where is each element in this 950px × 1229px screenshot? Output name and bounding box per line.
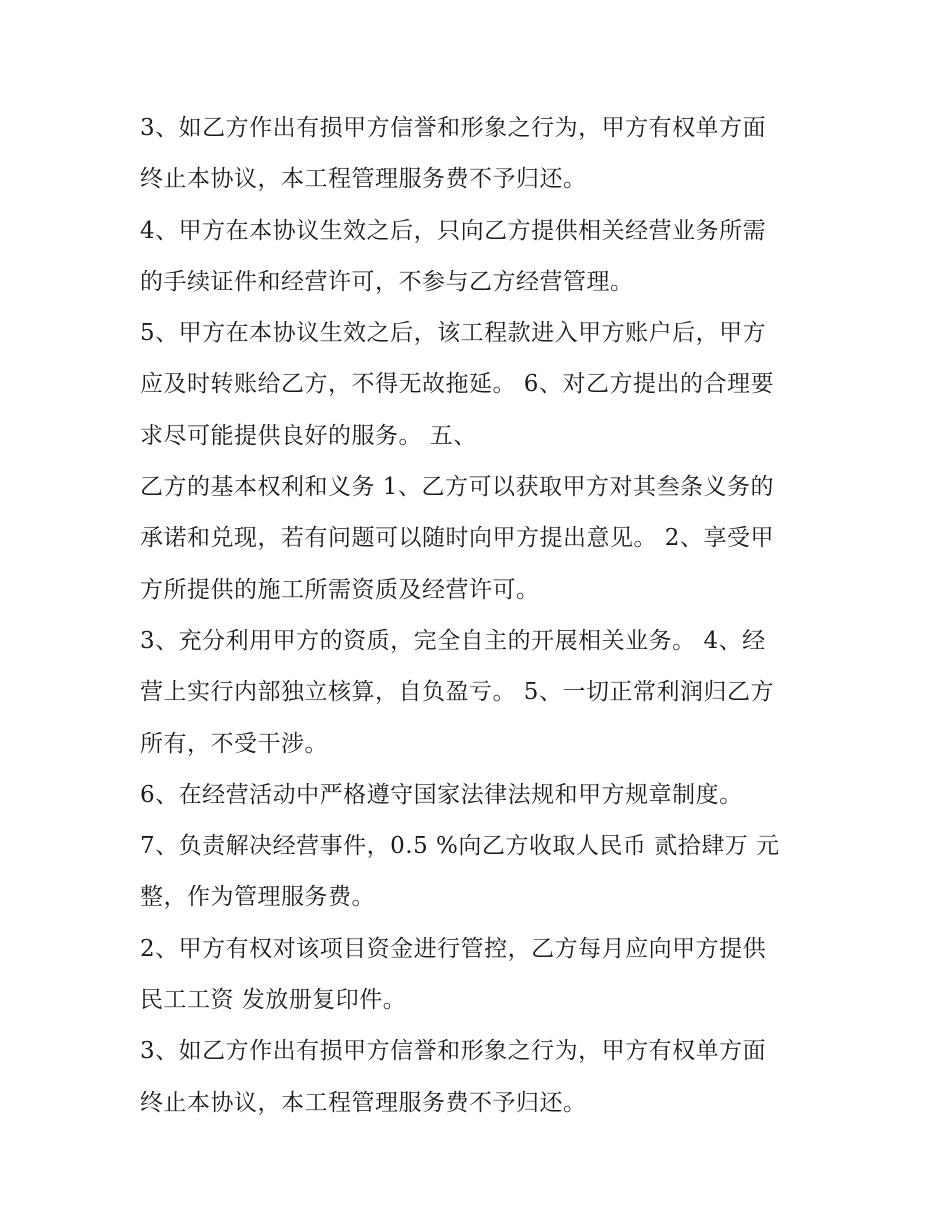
text-line: 求尽可能提供良好的服务。 五、 (140, 422, 477, 449)
text-line: 应及时转账给乙方，不得无故拖延。 6、对乙方提出的合理要 (140, 371, 774, 398)
text-line: 终止本协议，本工程管理服务费不予归还。 (140, 1089, 587, 1116)
text-line: 民工工资 发放册复印件。 (140, 987, 407, 1014)
text-line: 乙方的基本权利和义务 1、乙方可以获取甲方对其叁条义务的 (140, 474, 774, 501)
text-line: 的手续证件和经营许可，不参与乙方经营管理。 (140, 268, 634, 295)
text-line: 方所提供的施工所需资质及经营许可。 (140, 576, 540, 603)
text-line: 所有，不受干涉。 (140, 730, 328, 757)
text-line: 4、甲方在本协议生效之后，只向乙方提供相关经营业务所需 (140, 217, 767, 244)
text-line: 营上实行内部独立核算，自负盈亏。 5、一切正常利润归乙方 (140, 679, 774, 706)
text-line: 终止本协议，本工程管理服务费不予归还。 (140, 166, 587, 193)
text-line: 整，作为管理服务费。 (140, 884, 375, 911)
text-line: 6、在经营活动中严格遵守国家法律法规和甲方规章制度。 (140, 781, 743, 808)
text-line: 3、如乙方作出有损甲方信誉和形象之行为，甲方有权单方面 (140, 1038, 767, 1065)
document-body (140, 103, 820, 1129)
text-line: 承诺和兑现，若有问题可以随时向甲方提出意见。 2、享受甲 (140, 525, 774, 552)
text-line: 3、如乙方作出有损甲方信誉和形象之行为，甲方有权单方面 (140, 115, 767, 141)
text-line: 2、甲方有权对该项目资金进行管控，乙方每月应向甲方提供 (140, 935, 767, 962)
text-line: 7、负责解决经营事件，0.5 %向乙方收取人民币 贰拾肆万 元 (140, 833, 780, 860)
text-line: 5、甲方在本协议生效之后，该工程款进入甲方账户后，甲方 (140, 320, 767, 347)
text-line: 3、充分利用甲方的资质，完全自主的开展相关业务。 4、经 (140, 627, 766, 654)
